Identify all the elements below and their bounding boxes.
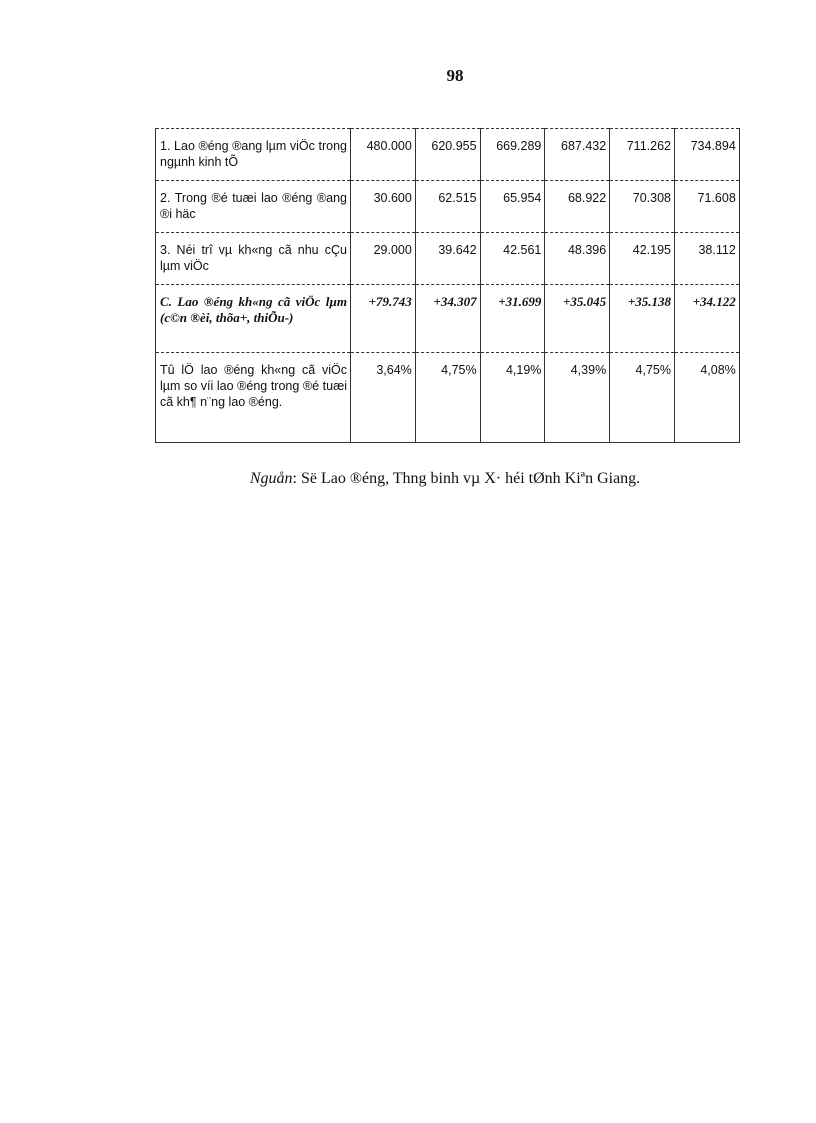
table-cell: 29.000: [351, 233, 416, 285]
table-cell: +34.122: [674, 285, 739, 353]
row-label: 1. Lao ®éng ®ang lµm viÖc trong ngµnh kinh tÕ: [156, 129, 351, 181]
row-label: Tû lÖ lao ®éng kh«ng cã viÖc lµm so víi lao ®éng trong ®é tuæi cã kh¶ n¨ng lao ®éng.: [156, 353, 351, 443]
table-cell: +35.045: [545, 285, 610, 353]
table-cell: 480.000: [351, 129, 416, 181]
table-cell: 4,75%: [610, 353, 675, 443]
table-cell: 48.396: [545, 233, 610, 285]
table-cell: 4,39%: [545, 353, 610, 443]
table-cell: +35.138: [610, 285, 675, 353]
table-row: [156, 181, 740, 233]
table-row-summary: [156, 285, 740, 353]
table-cell: 734.894: [674, 129, 739, 181]
table-cell: 71.608: [674, 181, 739, 233]
table-cell: 4,75%: [415, 353, 480, 443]
table-cell: +31.699: [480, 285, 545, 353]
labor-statistics-table: [155, 128, 740, 443]
table-cell: 687.432: [545, 129, 610, 181]
table-cell: 42.195: [610, 233, 675, 285]
table-cell: 38.112: [674, 233, 739, 285]
table-row: [156, 233, 740, 285]
table-cell: 42.561: [480, 233, 545, 285]
row-label: C. Lao ®éng kh«ng cã viÖc lµm (c©n ®èi, thõa+, thiÕu-): [156, 285, 351, 353]
table-cell: 30.600: [351, 181, 416, 233]
source-label: Nguån: [249, 470, 293, 487]
table-row: [156, 129, 740, 181]
row-label: 2. Trong ®é tuæi lao ®éng ®ang ®i häc: [156, 181, 351, 233]
table-cell: 620.955: [415, 129, 480, 181]
source-note: [0, 470, 816, 488]
page-number: 98: [446, 66, 464, 85]
row-label: 3. Néi trî vµ kh«ng cã nhu cÇu lµm viÖc: [156, 233, 351, 285]
table-cell: 3,64%: [351, 353, 416, 443]
table-cell: 65.954: [480, 181, 545, 233]
table-cell: 62.515: [415, 181, 480, 233]
source-text: Së Lao ®éng, Thng binh vµ X· héi tØnh Kiªn Giang.: [296, 470, 641, 487]
table-row: [156, 353, 740, 443]
table-cell: 669.289: [480, 129, 545, 181]
table-cell: +79.743: [351, 285, 416, 353]
table-cell: 4,19%: [480, 353, 545, 443]
table-cell: 39.642: [415, 233, 480, 285]
table-cell: 4,08%: [674, 353, 739, 443]
data-table-container: [155, 128, 739, 443]
table-cell: 70.308: [610, 181, 675, 233]
table-cell: 711.262: [610, 129, 675, 181]
table-cell: +34.307: [415, 285, 480, 353]
table-cell: 68.922: [545, 181, 610, 233]
source-separator: :: [292, 470, 297, 487]
